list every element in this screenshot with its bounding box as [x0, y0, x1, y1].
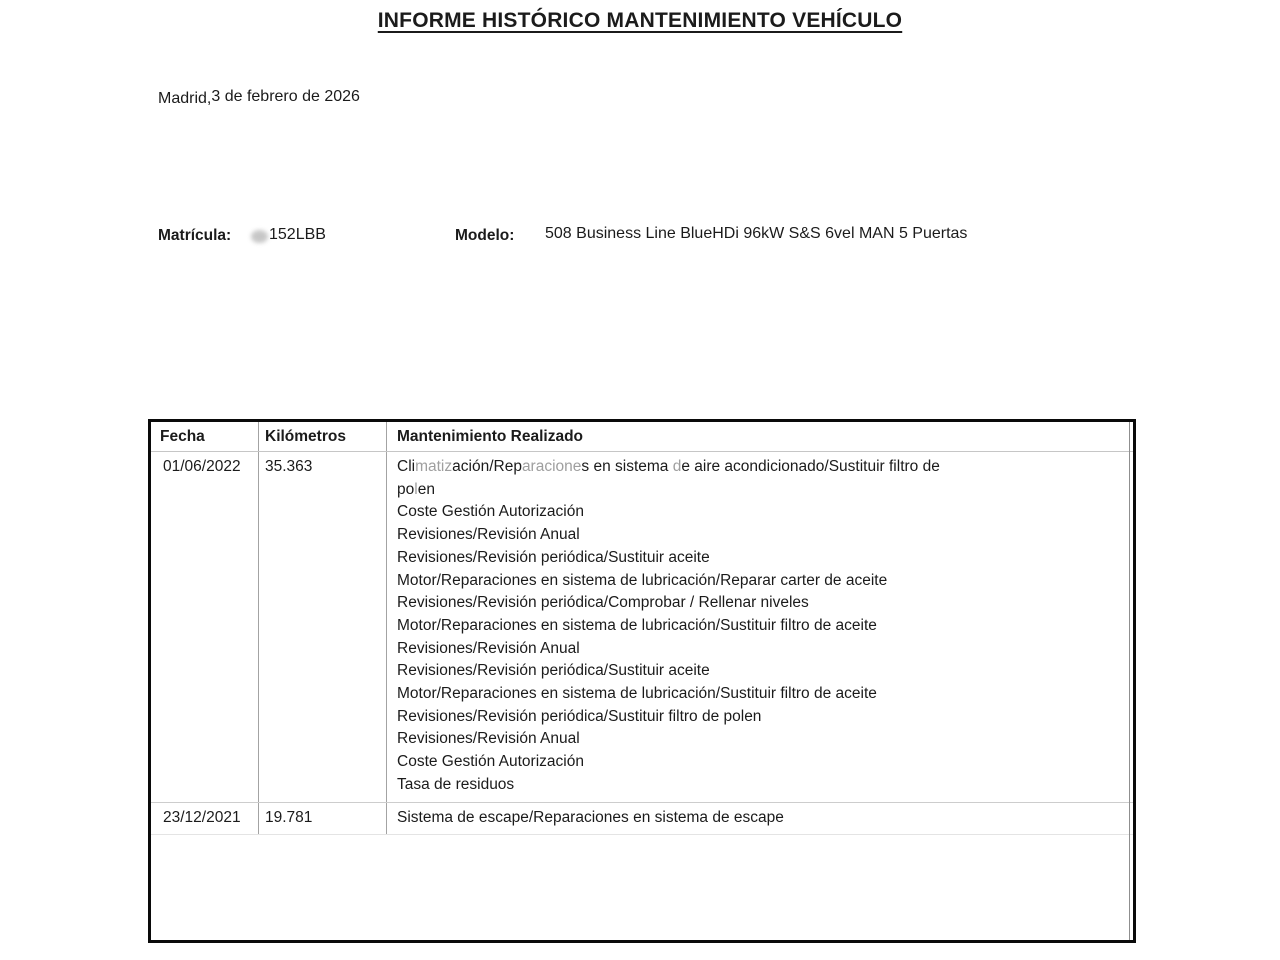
- table-header-row: [151, 422, 1133, 452]
- matricula-label: Matrícula:: [158, 227, 232, 244]
- maintenance-item: Coste Gestión Autorización: [397, 503, 584, 521]
- maintenance-item: Motor/Reparaciones en sistema de lubricación/Sustituir filtro de aceite: [397, 616, 877, 634]
- cell-fecha: 01/06/2022: [151, 452, 259, 802]
- maintenance-item: Revisiones/Revisión periódica/Sustituir filtro de polen: [397, 707, 762, 725]
- maintenance-item: Motor/Reparaciones en sistema de lubricación/Sustituir filtro de aceite: [397, 685, 877, 703]
- date-city: Madrid,: [158, 90, 212, 107]
- maintenance-item: Revisiones/Revisión Anual: [397, 639, 580, 657]
- maintenance-item: Revisiones/Revisión Anual: [397, 526, 580, 544]
- maintenance-item: Motor/Reparaciones en sistema de lubricación/Reparar carter de aceite: [397, 571, 888, 589]
- redacted-character-blur: [251, 230, 268, 243]
- cell-kilometros: 35.363: [259, 452, 387, 802]
- header-mantenimiento: Mantenimiento Realizado: [397, 428, 584, 445]
- modelo-label: Modelo:: [455, 227, 515, 244]
- title-bar: [0, 9, 1280, 33]
- table-right-inner-line: [1129, 422, 1130, 940]
- table-row: [151, 803, 1133, 836]
- cell-kilometros: 19.781: [259, 803, 387, 835]
- cell-maintenance: [387, 803, 1133, 835]
- maintenance-item: Coste Gestión Autorización: [397, 753, 584, 771]
- maintenance-item: Revisiones/Revisión periódica/Sustituir aceite: [397, 662, 710, 680]
- maintenance-item: Sistema de escape/Reparaciones en sistema de escape: [397, 808, 784, 826]
- maintenance-item: Revisiones/Revisión periódica/Sustituir aceite: [397, 548, 710, 566]
- matricula-value: 152LBB: [269, 226, 326, 243]
- maintenance-item: Revisiones/Revisión Anual: [397, 730, 580, 748]
- maintenance-item: Tasa de residuos: [397, 775, 515, 793]
- cell-fecha: 23/12/2021: [151, 803, 259, 835]
- maintenance-item: Climatización/Reparaciones en sistema de aire acondicionado/Sustituir filtro de polen: [397, 458, 940, 498]
- header-fecha: Fecha: [151, 422, 259, 451]
- page-title: INFORME HISTÓRICO MANTENIMIENTO VEHÍCULO: [377, 9, 903, 32]
- maintenance-item: Revisiones/Revisión periódica/Comprobar / Rellenar niveles: [397, 594, 809, 612]
- table-body: [151, 452, 1133, 835]
- date-line: [158, 88, 360, 106]
- table-row: [151, 452, 1133, 803]
- date-value: 3 de febrero de 2026: [211, 88, 360, 105]
- modelo-value: 508 Business Line BlueHDi 96kW S&S 6vel MAN 5 Puertas: [545, 225, 968, 242]
- maintenance-history-table: [148, 419, 1136, 943]
- cell-maintenance: [387, 452, 1133, 802]
- header-kilometros: Kilómetros: [259, 422, 387, 451]
